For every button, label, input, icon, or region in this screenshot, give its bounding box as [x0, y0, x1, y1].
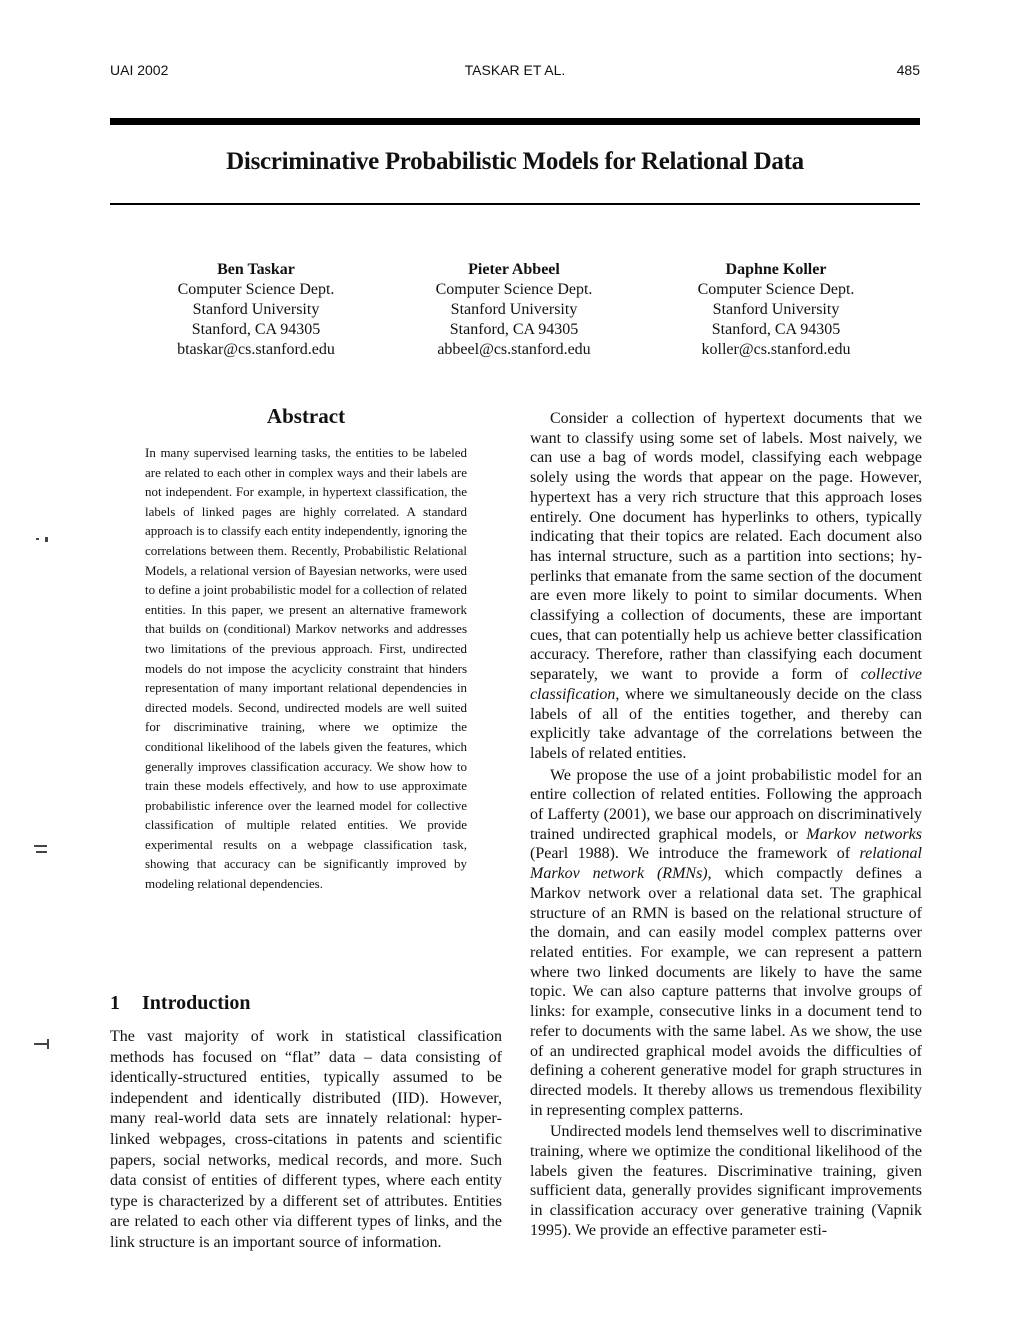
- author-2: [379, 260, 649, 360]
- scan-mark: [36, 538, 39, 540]
- author-address: Stanford, CA 94305: [449, 321, 579, 338]
- author-university: Stanford University: [192, 301, 320, 318]
- author-university: Stanford University: [450, 301, 578, 318]
- abstract-text: In many supervised learning tasks, the entities to be labeled are related to each other in complex ways and their labels are not independent. For example, in hypertext classification, the labels of linked pages are highly correlated. A standard approach is to classify each entity independently, ignoring the correlations between them. Recently, Probabilistic Relational Models, a relational version of Bayesian networks, were used to define a joint probabilistic model for a collection of related entities. In this paper, we present an alternative framework that builds on (conditional) Markov networks and addresses two limitations of the previous approach. First, undirected models do not impose the acyclicity constraint that hinders representation of many important relational dependencies in directed models. Second, undirected models are well suited for discriminative training, where we optimize the conditional likelihood of the labels given the features, which generally improves classification accuracy. We show how to train these models effectively, and how to use approximate probabilistic inference over the learned model for collective classification of multiple related entities. We provide experimental results on a webpage classification task, showing that accuracy can be significantly improved by modeling relational dependencies.: [145, 445, 467, 892]
- title-top-rule: [110, 118, 920, 125]
- page-number: 485: [896, 62, 920, 78]
- author-name: Daphne Koller: [725, 261, 827, 278]
- scan-mark: [36, 851, 47, 853]
- scan-mark: [34, 845, 47, 847]
- scan-mark: [47, 1039, 49, 1049]
- author-university: Stanford University: [712, 301, 840, 318]
- emphasis-text: relational Markov network (RMNs): [530, 845, 922, 883]
- section-title: Introduction: [142, 992, 251, 1014]
- running-head: [110, 62, 920, 82]
- introduction-paragraph-1: The vast majority of work in statistical classification methods has focused on “flat” data – data consisting of identically-structured entities, typically assumed to be independent and identically distributed (IID). However, many real-world data sets are innately relational: hyperlinked webpages, cross-citations in patents and scientific papers, social networks, medical records, and more. Such data consist of entities of different types, where each entity type is characterized by a different set of attributes. Entities are related to each other via different types of links, and the link structure is an important source of information.: [110, 1028, 502, 1251]
- author-address: Stanford, CA 94305: [711, 321, 841, 338]
- author-1: [121, 260, 391, 360]
- author-block: [110, 260, 920, 370]
- author-address: Stanford, CA 94305: [191, 321, 321, 338]
- author-dept: Computer Science Dept.: [435, 281, 593, 298]
- author-name: Pieter Abbeel: [468, 261, 560, 278]
- author-3: [641, 260, 911, 360]
- text-run: , which compactly defines a Markov network over a relational data set. The graphical structure of an RMN is based on the relational structure of the domain, and can easily model complex patterns over related entities. For example, we can represent a pattern where two linked documents are likely to have the same topic. We can also capture patterns that involve groups of links: for example, consecutive links in a document tend to refer to documents with the same label. As we show, the use of an undirected graphical model avoids the difficulties of defining a coherent generative model for graph structures in directed models. It thereby allows us tremendous flexibility in representing complex patterns.: [530, 865, 922, 1119]
- section-number: 1: [110, 992, 120, 1014]
- author-dept: Computer Science Dept.: [697, 281, 855, 298]
- body-paragraph: [530, 409, 922, 764]
- title-bottom-rule: [110, 203, 920, 205]
- body-paragraph: Undirected models lend themselves well to discriminative training, where we optimize the conditional likelihood of the labels given the features. Discriminative training, given sufficient data, generally provides significant improvements in classification accuracy over generative training (Vapnik 1995). We provide an effective parameter esti-: [530, 1123, 922, 1239]
- text-run: We propose the use of a joint probabilistic model for an entire collection of related entities. Following the approach of Lafferty (2001), we base our approach on discriminatively trained undirected graphical models, or: [530, 766, 922, 843]
- scan-mark: [45, 537, 48, 542]
- author-name: Ben Taskar: [217, 261, 295, 278]
- venue-label: UAI 2002: [110, 62, 169, 78]
- running-head-authors: TASKAR ET AL.: [464, 62, 566, 78]
- author-email: abbeel@cs.stanford.edu: [437, 341, 591, 358]
- section-heading-introduction: [110, 992, 251, 1015]
- paper-title: Discriminative Probabilistic Models for Relational Data: [226, 148, 804, 175]
- emphasis-text: collective classification: [530, 666, 922, 703]
- body-paragraph: [530, 766, 922, 1121]
- right-column: [530, 409, 922, 1241]
- abstract: [145, 400, 467, 894]
- abstract-heading: Abstract: [266, 404, 346, 428]
- author-email: btaskar@cs.stanford.edu: [177, 341, 335, 358]
- text-run: Consider a collection of hypertext documents that we want to classify using some set of labels. Most naively, we can use a bag of words model, classifying each webpage solely using the words that appear on the page. However, hypertext has a very rich structure that this approach loses entirely. One document has hyperlinks to others, typically indicating that their topics are related. Each document also has internal structure, such as a partition into sections; hyperlinks that emanate from the same section of the document are even more likely to point to similar documents. When classifying a collection of documents, these are important cues, that can potentially help us achieve better classification accuracy. Therefore, rather than classifying each document separately, we want to provide a form of: [530, 410, 922, 684]
- author-email: koller@cs.stanford.edu: [701, 341, 851, 358]
- scan-mark: [34, 1043, 48, 1045]
- text-run: (Pearl 1988). We introduce the framework of: [530, 845, 860, 863]
- author-dept: Computer Science Dept.: [177, 281, 335, 298]
- emphasis-text: Markov networks: [806, 825, 923, 843]
- text-run: , where we simultaneously decide on the class labels of all of the entities together, and thereby can explicitly take advantage of the correlations between the labels of related entities.: [530, 685, 922, 762]
